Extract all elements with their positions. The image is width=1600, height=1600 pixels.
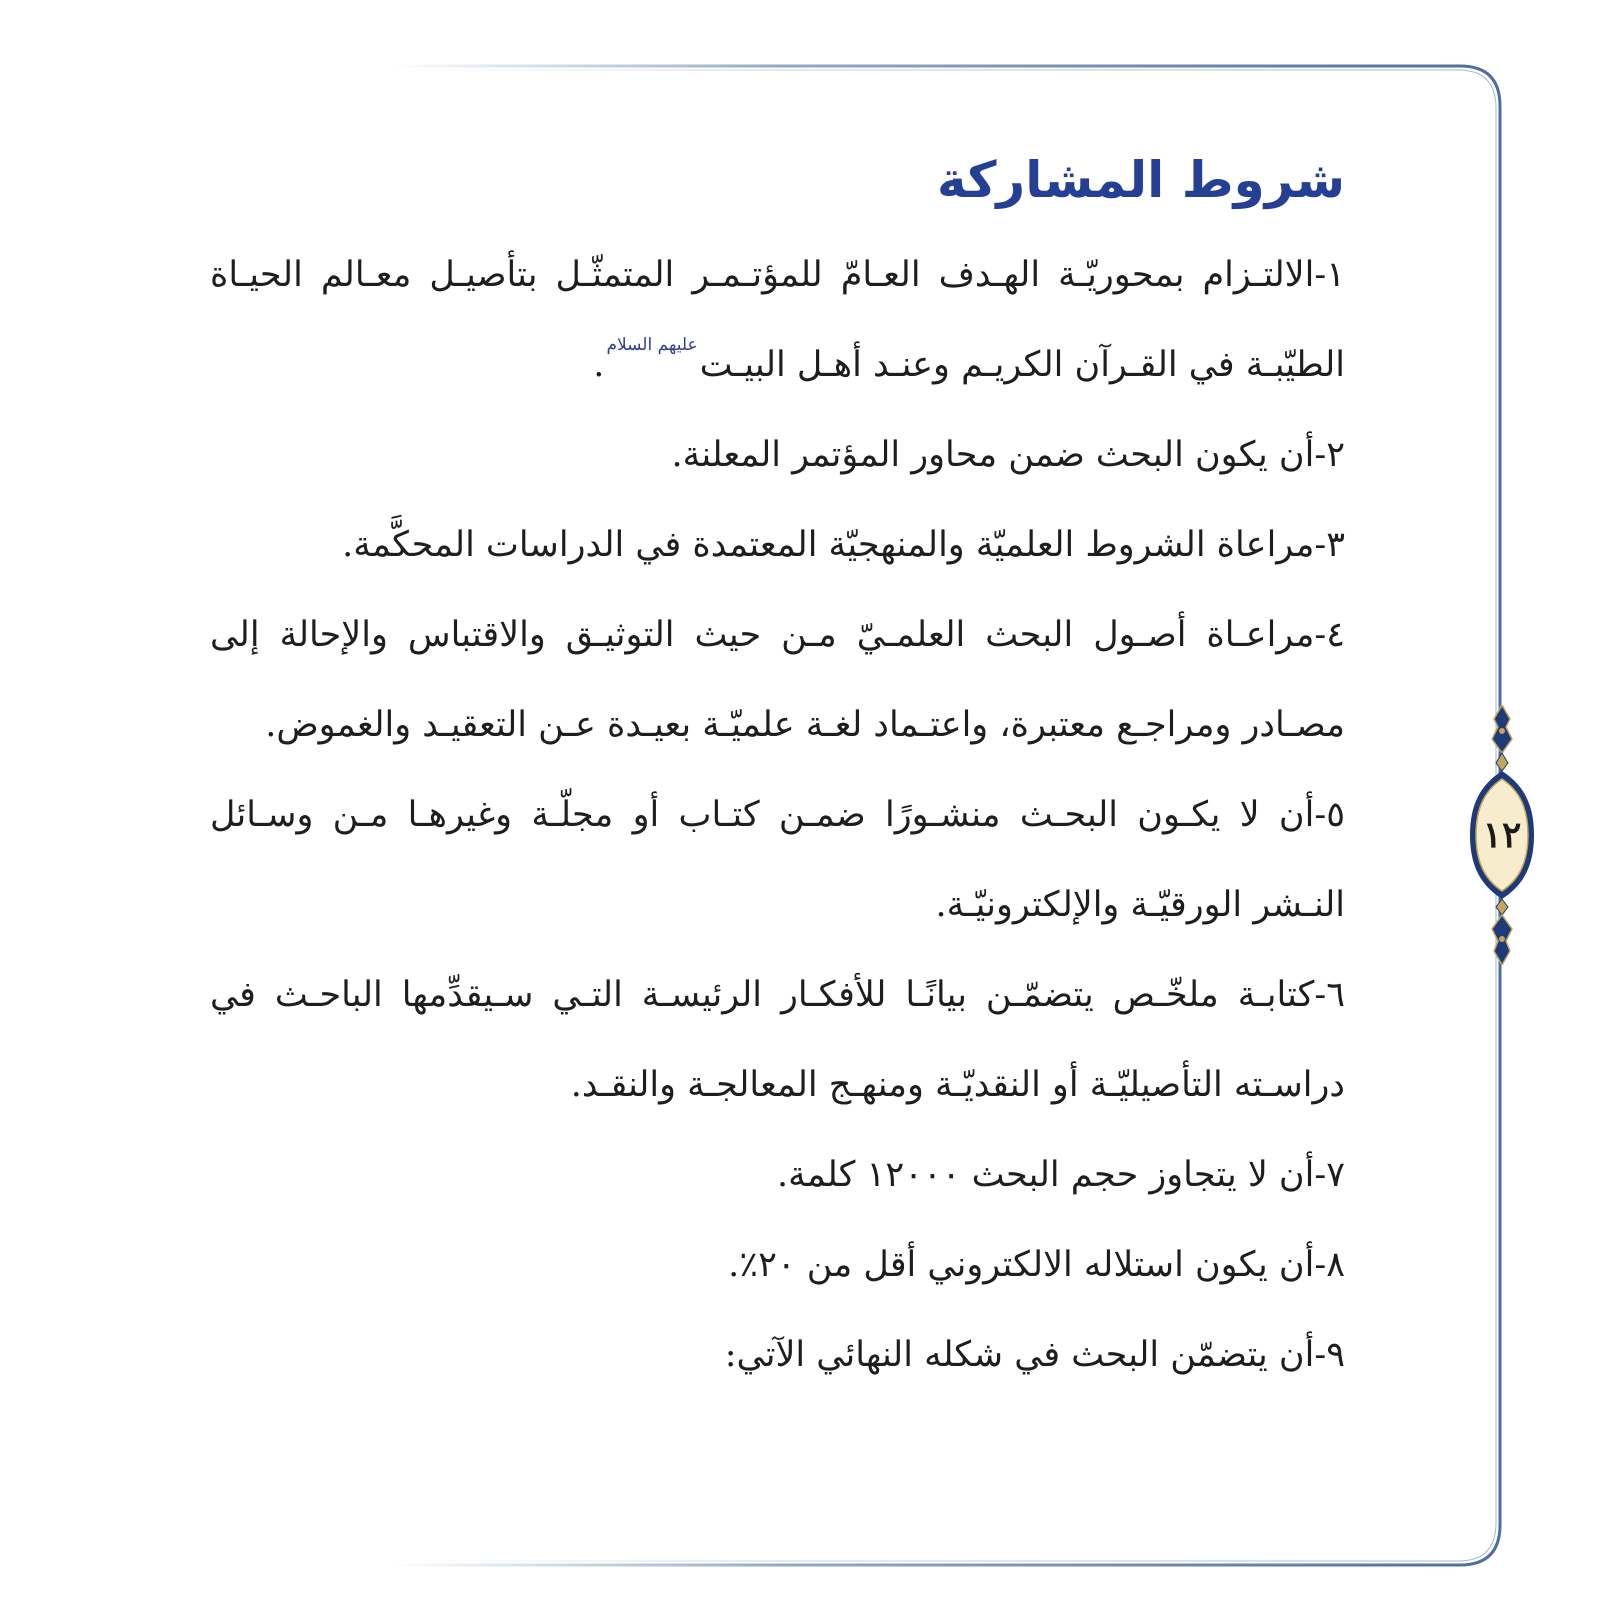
list-item: ٧-أن لا يتجاوز حجم البحث ١٢٠٠٠ كلمة. [777, 1155, 1345, 1195]
honorific-symbol: عليهم السلام [606, 335, 698, 355]
conditions-section [210, 140, 1345, 1400]
list-item: ٤-مراعـاة أصـول البحث العلمـيّ مـن حيث التوثيـق والاقتباس والإحالة إلى مصـادر ومراجـع معتبرة، واعتـماد لغـة علميّـة بعيـدة عـن التعقيـد والغموض. [210, 615, 1345, 745]
item-text: ١-الالتـزام بمحوريّـة الهـدف العـامّ للمؤتـمـر المتمثّـل بتأصيـل معـالم الحيـاة الطيّبـة في القـرآن الكريـم وعنـد أهـل البيـت [210, 255, 1345, 385]
page-number-badge [1462, 705, 1542, 965]
list-item: ٢-أن يكون البحث ضمن محاور المؤتمر المعلنة. [671, 435, 1345, 475]
conditions-list [210, 230, 1345, 1400]
item-end: . [593, 345, 605, 385]
list-item [210, 230, 1345, 410]
page-number: ١٢ [1482, 814, 1522, 856]
list-item: ٩-أن يتضمّن البحث في شكله النهائي الآتي: [724, 1335, 1345, 1375]
list-item: ٥-أن لا يكـون البحـث منشـورًا ضمـن كتـاب أو مجلّـة وغيرهـا مـن وسـائل النـشر الورقيّـة والإلكترونيّـة. [210, 795, 1345, 925]
list-item: ٣-مراعاة الشروط العلميّة والمنهجيّة المعتمدة في الدراسات المحكَّمة. [342, 525, 1345, 565]
list-item: ٨-أن يكون استلاله الالكتروني أقل من ٢٠٪. [728, 1245, 1345, 1285]
list-item: ٦-كتابـة ملخّـص يتضمّـن بيانًـا للأفكـار الرئيسـة التـي سـيقدِّمها الباحـث في دراسـته التأصيليّـة أو النقديّـة ومنهـج المعالجـة والنقـد. [210, 975, 1345, 1105]
page-title: شروط المشاركة [937, 151, 1345, 209]
